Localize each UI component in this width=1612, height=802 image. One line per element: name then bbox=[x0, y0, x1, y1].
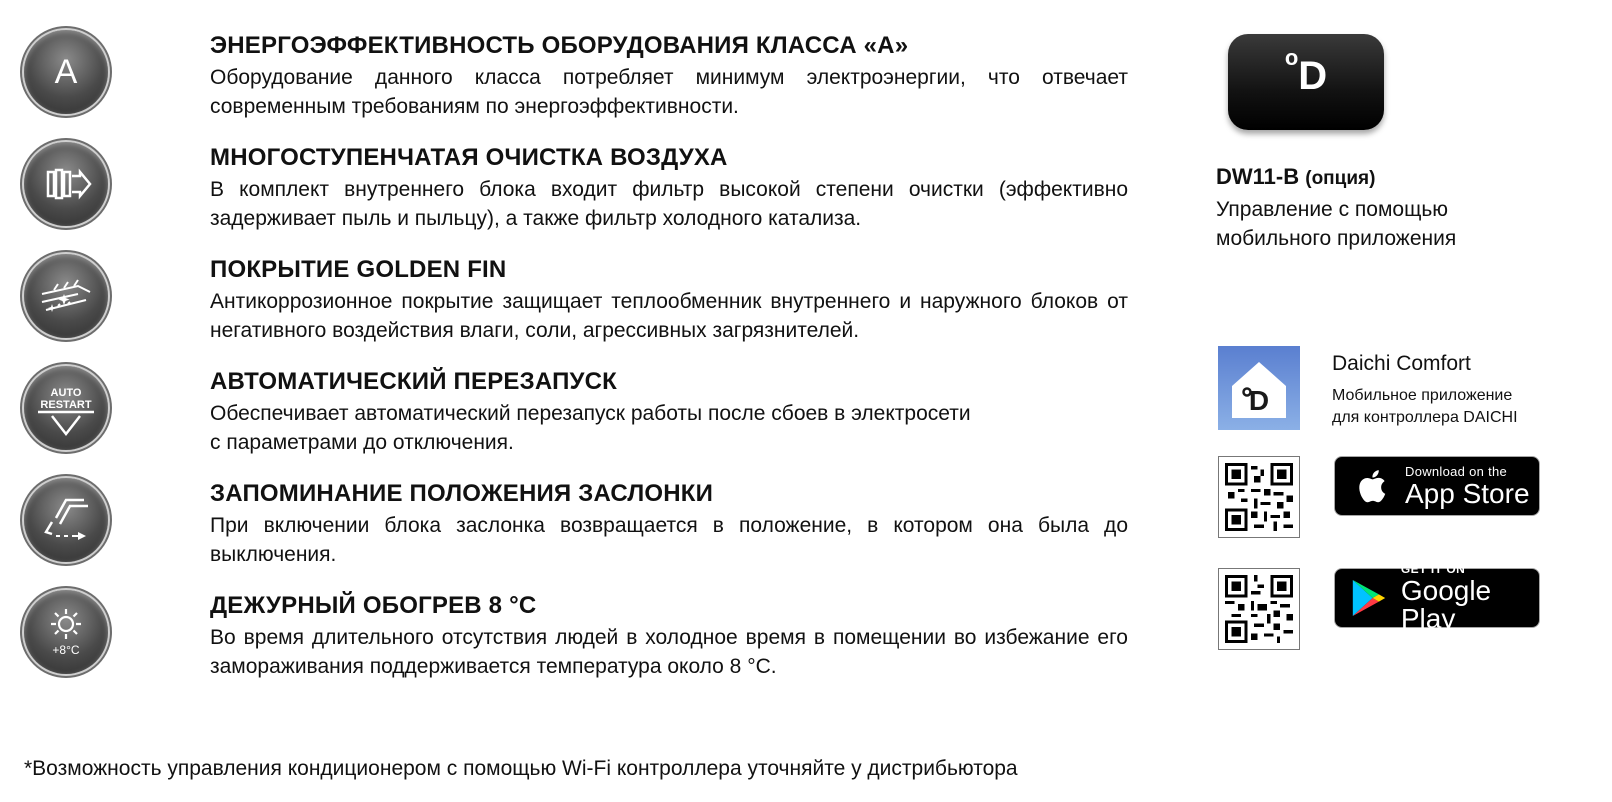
controller-description bbox=[1216, 195, 1516, 253]
google-play-icon bbox=[1349, 576, 1389, 620]
feature-air-filtration bbox=[0, 144, 1130, 244]
app-name: Daichi Comfort bbox=[1332, 352, 1471, 375]
app-subtitle-line: Мобильное приложение bbox=[1332, 387, 1513, 404]
controller-description-line: Управление с помощью bbox=[1216, 198, 1449, 221]
feature-golden-fin bbox=[0, 256, 1130, 356]
feature-title: АВТОМАТИЧЕСКИЙ ПЕРЕЗАПУСК bbox=[210, 368, 618, 395]
app-store-big-text: App Store bbox=[1405, 477, 1530, 509]
feature-description: Оборудование данного класса потребляет минимум электроэнергии, что отвечает современным требованиям по энергоэффективности. bbox=[210, 66, 1128, 118]
feature-title: МНОГОСТУПЕНЧАТАЯ ОЧИСТКА ВОЗДУХА bbox=[210, 144, 728, 171]
standby-heating-icon-text: +8°C bbox=[52, 643, 80, 657]
feature-title: ДЕЖУРНЫЙ ОБОГРЕВ 8 °C bbox=[210, 592, 537, 619]
apple-icon bbox=[1349, 464, 1393, 508]
multi-stage-filter-icon bbox=[24, 142, 108, 226]
daichi-comfort-app-icon[interactable] bbox=[1218, 346, 1300, 430]
energy-class-a-icon bbox=[24, 30, 108, 114]
feature-description: Во время длительного отсутствия людей в холодное время в помещении во избежание его замораживания поддерживается температура около 8 °C. bbox=[210, 626, 1128, 678]
controller-option: (опция) bbox=[1305, 168, 1376, 189]
footnote: *Возможность управления кондиционером с помощью Wi-Fi контроллера уточняйте у дистрибьютора bbox=[24, 757, 1018, 780]
standby-heating-icon bbox=[24, 590, 108, 674]
feature-energy-class bbox=[0, 32, 1130, 132]
controller-model bbox=[1216, 164, 1375, 190]
energy-class-letter: A bbox=[54, 52, 78, 91]
device-logo-letter: D bbox=[1298, 54, 1328, 98]
app-store-small-text: Download on the bbox=[1405, 463, 1508, 479]
golden-fin-icon bbox=[24, 254, 108, 338]
qr-code-google-play bbox=[1218, 568, 1300, 650]
auto-restart-icon-text-restart: RESTART bbox=[40, 399, 92, 411]
google-play-small-text: GET IT ON bbox=[1400, 562, 1466, 576]
wifi-controller-image bbox=[1228, 34, 1384, 130]
auto-restart-icon-text-auto: AUTO bbox=[50, 387, 82, 399]
app-subtitle bbox=[1332, 385, 1518, 429]
app-subtitle-line: для контроллера DAICHI bbox=[1332, 409, 1518, 426]
feature-description: При включении блока заслонка возвращается в положение, в котором она была до выключения. bbox=[210, 514, 1128, 566]
feature-description: Антикоррозионное покрытие защищает теплообменник внутреннего и наружного блоков от негативного воздействия влаги, соли, агрессивных загрязнителей. bbox=[210, 290, 1128, 342]
auto-restart-icon bbox=[24, 366, 108, 450]
controller-description-line: мобильного приложения bbox=[1216, 227, 1457, 250]
google-play-button[interactable] bbox=[1334, 562, 1540, 634]
feature-description-line: с параметрами до отключения. bbox=[210, 431, 514, 454]
feature-auto-restart bbox=[0, 368, 1130, 468]
daichi-logo-icon: $^o$D bbox=[1284, 44, 1328, 98]
controller-model-name: DW11-B bbox=[1216, 164, 1300, 189]
feature-standby-heating bbox=[0, 592, 1130, 692]
feature-louver-memory bbox=[0, 480, 1130, 580]
feature-description-line: Обеспечивает автоматический перезапуск работы после сбоев в электросети bbox=[210, 402, 971, 425]
app-icon-letter: D bbox=[1248, 385, 1270, 416]
feature-title: ПОКРЫТИЕ GOLDEN FIN bbox=[210, 256, 507, 283]
feature-description: В комплект внутреннего блока входит фильтр высокой степени очистки (эффективно задерживает пыль и пыльцу), а также фильтр холодного катализа. bbox=[210, 178, 1128, 230]
louver-memory-icon bbox=[24, 478, 108, 562]
feature-title: ЭНЕРГОЭФФЕКТИВНОСТЬ ОБОРУДОВАНИЯ КЛАССА «А» bbox=[210, 32, 909, 59]
feature-title: ЗАПОМИНАНИЕ ПОЛОЖЕНИЯ ЗАСЛОНКИ bbox=[210, 480, 714, 507]
qr-code-app-store bbox=[1218, 456, 1300, 538]
feature-description bbox=[210, 399, 1128, 457]
google-play-big-text: Google Play bbox=[1400, 575, 1492, 634]
app-store-button[interactable] bbox=[1334, 456, 1540, 516]
